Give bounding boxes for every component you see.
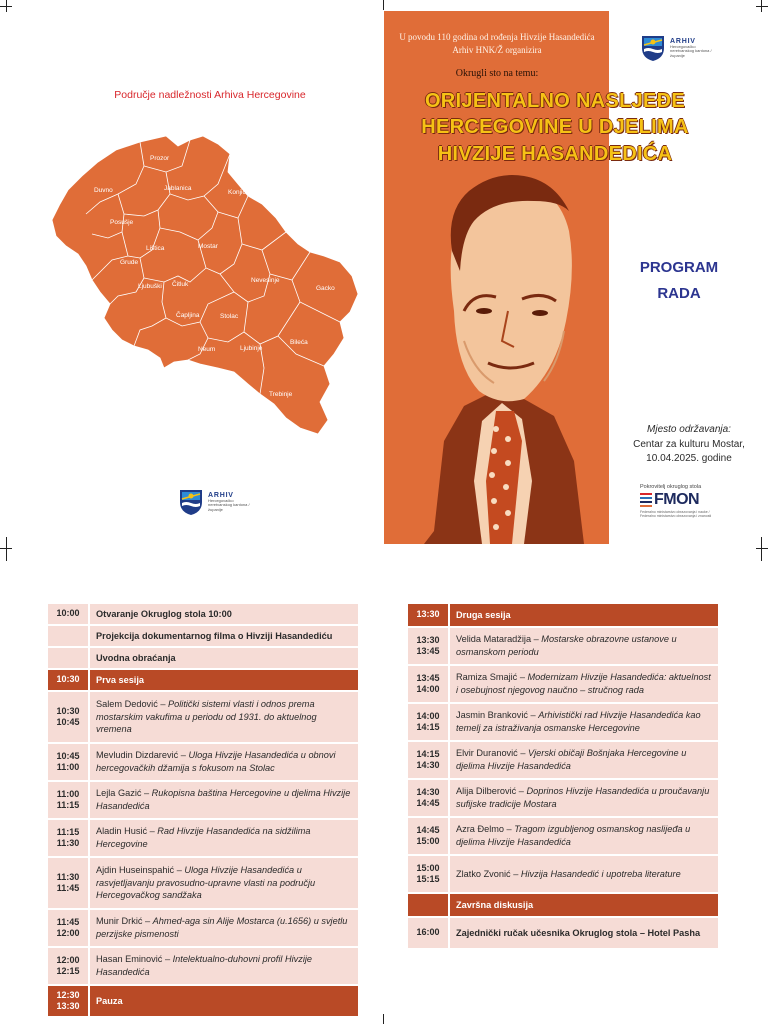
sponsor-label: Pokrovitelj okruglog stola xyxy=(640,484,702,490)
program-line2: RADA xyxy=(657,285,701,303)
archive-logo xyxy=(178,488,252,516)
description-cell xyxy=(90,858,358,908)
description-cell xyxy=(450,894,718,916)
map-label-citluk: Čitluk xyxy=(172,281,189,288)
talk-text: Aladin Husić – Rad Hivzije Hasandedića na sidžilima Hercegovine xyxy=(96,826,311,849)
end-time: 12:00 xyxy=(56,928,80,938)
end-time: 10:45 xyxy=(56,717,80,727)
end-time: 12:15 xyxy=(56,966,80,976)
row-label: Druga sesija xyxy=(456,609,511,620)
start-time: 14:30 xyxy=(416,786,440,797)
description-cell xyxy=(90,948,358,984)
map-label-trebinje: Trebinje xyxy=(269,391,293,398)
time-cell xyxy=(408,666,448,702)
time-cell xyxy=(48,692,88,742)
schedule-row xyxy=(408,818,718,854)
archive-logo-subtitle: Hercegovačko neretvanskog kantona / županije xyxy=(670,43,712,58)
start-time: 14:00 xyxy=(416,710,440,721)
fmon-bars-icon xyxy=(640,493,652,508)
map-label-posusje: Posušje xyxy=(110,219,134,226)
cover-occasion xyxy=(392,31,602,57)
fmon-name: FMON xyxy=(654,491,700,508)
talk-topic: Arhivistički rad Hivzije Hasandedića kao temelj za istraživanja osmanske Hercegovine xyxy=(456,710,701,733)
description-cell xyxy=(450,856,718,892)
talk-text: Hasan Eminović – Intelektualno-duhovni profil Hivzije Hasandedića xyxy=(96,954,313,977)
talk-text: Azra Đelmo – Tragom izgubljenog osmanskog naslijeđa u djelima Hivzije Hasandedića xyxy=(456,824,691,847)
description-cell xyxy=(90,782,358,818)
talk-text: Zlatko Zvonić – Hivzija Hasandedić i upotreba literature xyxy=(456,868,681,879)
talk-text: Ajdin Huseinspahić – Uloga Hivzije Hasandedića u rasvjetljavanju pravosudno-upravne vlasti na području Hercegovačkog sandžaka xyxy=(96,865,316,901)
talk-text: Jasmin Branković – Arhivistički rad Hivzije Hasandedića kao temelj za istraživanja osmanske Hercegovine xyxy=(456,710,701,733)
speaker-name: Hasan Eminović xyxy=(96,954,163,965)
time-cell xyxy=(408,604,448,626)
talk-topic: Uloga Hivzije Hasandedića u rasvjetljavanju pravosudno-upravne vlasti na području Hercegovačkog sandžaka xyxy=(96,865,316,901)
time-cell xyxy=(408,704,448,740)
archive-logo-name: ARHIV xyxy=(670,37,696,45)
map-label-mostar: Mostar xyxy=(198,243,218,250)
map-label-capljina: Čapljina xyxy=(176,312,200,319)
speaker-name: Zlatko Zvonić xyxy=(456,868,511,879)
schedule-row xyxy=(408,628,718,664)
map-label-ljubuski: Ljubuški xyxy=(138,283,162,290)
start-time: 10:45 xyxy=(56,750,80,761)
talk-topic: Intelektualno-duhovni profil Hivzije Hasandedića xyxy=(96,954,313,977)
talk-topic: Tragom izgubljenog osmanskog naslijeđa u djelima Hivzije Hasandedića xyxy=(456,824,691,847)
venue-date: 10.04.2025. godine xyxy=(646,453,732,464)
start-time: 13:30 xyxy=(416,634,440,645)
cover-occasion-line2: Arhiv HNK/Ž organizira xyxy=(452,45,542,56)
time-cell xyxy=(408,628,448,664)
time-cell xyxy=(408,856,448,892)
end-time: 14:15 xyxy=(416,722,440,732)
crop-mark xyxy=(756,548,768,549)
speaker-name: Velida Mataradžija xyxy=(456,634,532,645)
talk-topic: Ahmed-aga sin Alije Mostarca (u.1656) u svjetlu perzijske pismenosti xyxy=(96,916,348,939)
schedule-row xyxy=(408,918,718,948)
end-time: 15:00 xyxy=(416,836,440,846)
talk-text: Elvir Duranović – Vjerski običaji Bošnjaka Hercegovine u djelima Hivzije Hasandedića xyxy=(456,748,687,771)
archive-logo-name: ARHIV xyxy=(208,491,234,499)
map-label-ljubinje: Ljubinje xyxy=(240,345,263,352)
time-cell xyxy=(48,910,88,946)
start-time: 10:00 xyxy=(56,608,80,619)
map-label-bileca: Bileća xyxy=(290,339,308,346)
fmon-subtitle: Federalno ministarstvo obrazovanja i nauke / Federalno ministarstvo obrazovanja i znanosti xyxy=(640,510,712,519)
map-label-nevesinje: Nevesinje xyxy=(251,277,280,284)
speaker-name: Ajdin Huseinspahić xyxy=(96,865,175,876)
map-label-prozor: Prozor xyxy=(150,155,170,162)
speaker-name: Alija Dilberović xyxy=(456,786,517,797)
time-cell xyxy=(48,986,88,1016)
venue-name: Centar za kulturu Mostar, xyxy=(633,438,745,450)
start-time: 11:30 xyxy=(56,871,80,882)
description-cell xyxy=(90,604,358,624)
description-cell xyxy=(450,742,718,778)
map-label-duvno: Duvno xyxy=(94,187,113,194)
fmon-bar xyxy=(640,505,652,508)
schedule-row xyxy=(48,692,358,742)
start-time: 16:00 xyxy=(416,927,440,938)
description-cell xyxy=(90,986,358,1016)
start-time: 14:15 xyxy=(416,748,440,759)
talk-text: Salem Dedović – Politički sistemi vlasti i odnos prema mostarskim vakufima u periodu od 1931. do aktuelnog vremena xyxy=(96,699,317,735)
speaker-name: Ramiza Smajić xyxy=(456,672,518,683)
time-cell xyxy=(48,670,88,690)
cover-title-line1: ORIJENTALNO NASLJEĐE xyxy=(424,90,686,112)
description-cell xyxy=(450,666,718,702)
map-label-jablanica: Jablanica xyxy=(164,185,192,192)
session-header-row xyxy=(48,670,358,690)
cover-title-line3: HIVZIJE HASANDEDIĆA xyxy=(437,142,673,165)
row-label: Otvaranje Okruglog stola 10:00 xyxy=(96,608,232,619)
map-label-neum: Neum xyxy=(198,346,216,353)
speaker-name: Lejla Gazić xyxy=(96,788,142,799)
talk-text: Lejla Gazić – Rukopisna baština Hercegovine u djelima Hivzije Hasandedića xyxy=(96,788,351,811)
time-cell xyxy=(48,648,88,668)
speaker-name: Azra Đelmo xyxy=(456,824,504,835)
row-label: Zajednički ručak učesnika Okruglog stola – Hotel Pasha xyxy=(456,927,701,938)
schedule-row xyxy=(48,910,358,946)
map-label-listica: Lištica xyxy=(146,245,165,252)
map-shape xyxy=(52,136,358,434)
time-cell xyxy=(48,948,88,984)
archive-logo-subtitle: Hercegovačko neretvanskog kantona / županije xyxy=(208,497,250,512)
speaker-name: Salem Dedović xyxy=(96,699,158,710)
end-time: 15:15 xyxy=(416,874,440,884)
start-time: 11:15 xyxy=(56,826,80,837)
fmon-bar xyxy=(640,493,652,496)
region-title: Područje nadležnosti Arhiva Hercegovine xyxy=(114,89,306,101)
description-cell xyxy=(90,692,358,742)
row-label: Završna diskusija xyxy=(456,899,534,910)
archive-shield-icon xyxy=(640,34,666,62)
description-cell xyxy=(90,910,358,946)
schedule-table-right xyxy=(408,604,718,950)
schedule-row xyxy=(48,820,358,856)
cover-title-line2: HERCEGOVINE U DJELIMA xyxy=(421,116,689,139)
description-cell xyxy=(450,704,718,740)
archive-shield-icon xyxy=(178,488,204,516)
speaker-name: Mevludin Dizdarević xyxy=(96,750,179,761)
crop-mark xyxy=(756,6,768,7)
schedule-row xyxy=(408,742,718,778)
map-label-gacko: Gacko xyxy=(316,285,335,292)
map-label-konjic: Konjic xyxy=(228,189,246,196)
session-header-row xyxy=(408,604,718,626)
time-cell xyxy=(408,918,448,948)
schedule-row xyxy=(48,782,358,818)
schedule-row xyxy=(48,744,358,780)
description-cell xyxy=(450,604,718,626)
time-cell xyxy=(48,626,88,646)
time-cell xyxy=(408,780,448,816)
talk-text: Alija Dilberović – Doprinos Hivzije Hasandedića u proučavanju sufijske tradicije Mostara xyxy=(456,786,710,809)
description-cell xyxy=(90,648,358,668)
row-label: Uvodna obraćanja xyxy=(96,652,176,663)
start-time: 10:30 xyxy=(56,705,80,716)
herzegovina-map xyxy=(48,132,364,442)
time-cell xyxy=(48,782,88,818)
talk-text: Munir Drkić – Ahmed-aga sin Alije Mostarca (u.1656) u svjetlu perzijske pismenosti xyxy=(96,916,348,939)
time-cell xyxy=(408,818,448,854)
crop-mark xyxy=(383,0,384,10)
talk-topic: Doprinos Hivzije Hasandedića u proučavanju sufijske tradicije Mostara xyxy=(456,786,710,809)
description-cell xyxy=(90,626,358,646)
archive-logo-top xyxy=(640,34,714,62)
schedule-row xyxy=(408,666,718,702)
end-time: 14:00 xyxy=(416,684,440,694)
cover-subtitle: Okrugli sto na temu: xyxy=(455,68,539,79)
talk-topic: Rukopisna baština Hercegovine u djelima Hivzije Hasandedića xyxy=(96,788,351,811)
end-time: 11:30 xyxy=(56,838,80,848)
talk-topic: Mostarske obrazovne ustanove u osmanskom periodu xyxy=(456,634,677,657)
talk-topic: Politički sistemi vlasti i odnos prema mostarskim vakufima u periodu od 1931. do aktuelnog vremena xyxy=(96,699,317,735)
time-cell xyxy=(48,604,88,624)
row-label: Pauza xyxy=(96,995,123,1006)
schedule-row xyxy=(48,948,358,984)
speaker-name: Munir Drkić xyxy=(96,916,143,927)
program-line1: PROGRAM xyxy=(639,259,719,276)
end-time: 14:45 xyxy=(416,798,440,808)
schedule-row xyxy=(408,780,718,816)
end-time: 13:45 xyxy=(416,646,440,656)
speaker-name: Jasmin Branković xyxy=(456,710,528,721)
cover-occasion-line1: U povodu 110 godina od rođenja Hivzije Hasandedića xyxy=(399,32,595,42)
crop-mark xyxy=(6,537,7,561)
schedule-row xyxy=(48,858,358,908)
fmon-bar xyxy=(640,501,652,504)
venue-label: Mjesto održavanja: xyxy=(647,424,731,435)
sponsor-block xyxy=(640,484,720,518)
description-cell xyxy=(450,628,718,664)
talk-text: Velida Mataradžija – Mostarske obrazovne ustanove u osmanskom periodu xyxy=(456,634,677,657)
start-time: 15:00 xyxy=(416,862,440,873)
description-cell xyxy=(450,780,718,816)
start-time: 12:00 xyxy=(56,954,80,965)
talk-text: Ramiza Smajić – Modernizam Hivzije Hasandedića: aktuelnost i osebujnost njegovog naučno – stručnog rada xyxy=(456,672,711,695)
speaker-name: Elvir Duranović xyxy=(456,748,518,759)
map-label-stolac: Stolac xyxy=(220,313,239,320)
description-cell xyxy=(90,670,358,690)
time-cell xyxy=(48,820,88,856)
schedule-row xyxy=(408,856,718,892)
time-cell xyxy=(408,742,448,778)
description-cell xyxy=(90,744,358,780)
end-time: 11:00 xyxy=(56,762,80,772)
crop-mark xyxy=(0,6,12,7)
time-cell xyxy=(48,744,88,780)
session-header-row xyxy=(48,986,358,1016)
start-time: 12:30 xyxy=(56,989,80,1000)
end-time: 13:30 xyxy=(56,1001,80,1011)
description-cell xyxy=(90,820,358,856)
talk-topic: Vjerski običaji Bošnjaka Hercegovine u djelima Hivzije Hasandedića xyxy=(456,748,687,771)
schedule-table-left xyxy=(48,604,358,1018)
description-cell xyxy=(450,918,718,948)
start-time: 14:45 xyxy=(416,824,440,835)
speaker-name: Aladin Husić xyxy=(96,826,148,837)
session-header-row xyxy=(408,894,718,916)
crop-mark xyxy=(761,537,762,561)
row-label: Projekcija dokumentarnog filma o Hivziji Hasandediću xyxy=(96,630,333,641)
end-time: 11:45 xyxy=(56,883,80,893)
schedule-row xyxy=(48,604,358,624)
talk-topic: Modernizam Hivzije Hasandedića: aktuelnost i osebujnost njegovog naučno – stručnog rada xyxy=(456,672,711,695)
start-time: 10:30 xyxy=(56,674,80,685)
time-cell xyxy=(48,858,88,908)
talk-topic: Hivzija Hasandedić i upotreba literature xyxy=(520,868,681,879)
start-time: 13:45 xyxy=(416,672,440,683)
description-cell xyxy=(450,818,718,854)
schedule-row xyxy=(48,626,358,646)
talk-topic: Rad Hivzije Hasandedića na sidžilima Hercegovine xyxy=(96,826,311,849)
start-time: 11:45 xyxy=(56,916,80,927)
start-time: 11:00 xyxy=(56,788,80,799)
end-time: 11:15 xyxy=(56,800,80,810)
venue-info xyxy=(610,423,768,467)
talk-text: Mevludin Dizdarević – Uloga Hivzije Hasandedića u obnovi hercegovačkih džamija s fokusom na Stolac xyxy=(96,750,336,773)
end-time: 14:30 xyxy=(416,760,440,770)
map-label-grude: Grude xyxy=(120,259,139,266)
schedule-row xyxy=(48,648,358,668)
program-heading xyxy=(610,255,748,308)
talk-topic: Uloga Hivzije Hasandedića u obnovi hercegovačkih džamija s fokusom na Stolac xyxy=(96,750,336,773)
fmon-bar xyxy=(640,497,652,500)
cover-title xyxy=(385,88,725,167)
schedule-row xyxy=(408,704,718,740)
row-label: Prva sesija xyxy=(96,674,145,685)
time-cell xyxy=(408,894,448,916)
start-time: 13:30 xyxy=(416,609,440,620)
fmon-logo xyxy=(640,491,720,509)
crop-mark xyxy=(383,1014,384,1024)
